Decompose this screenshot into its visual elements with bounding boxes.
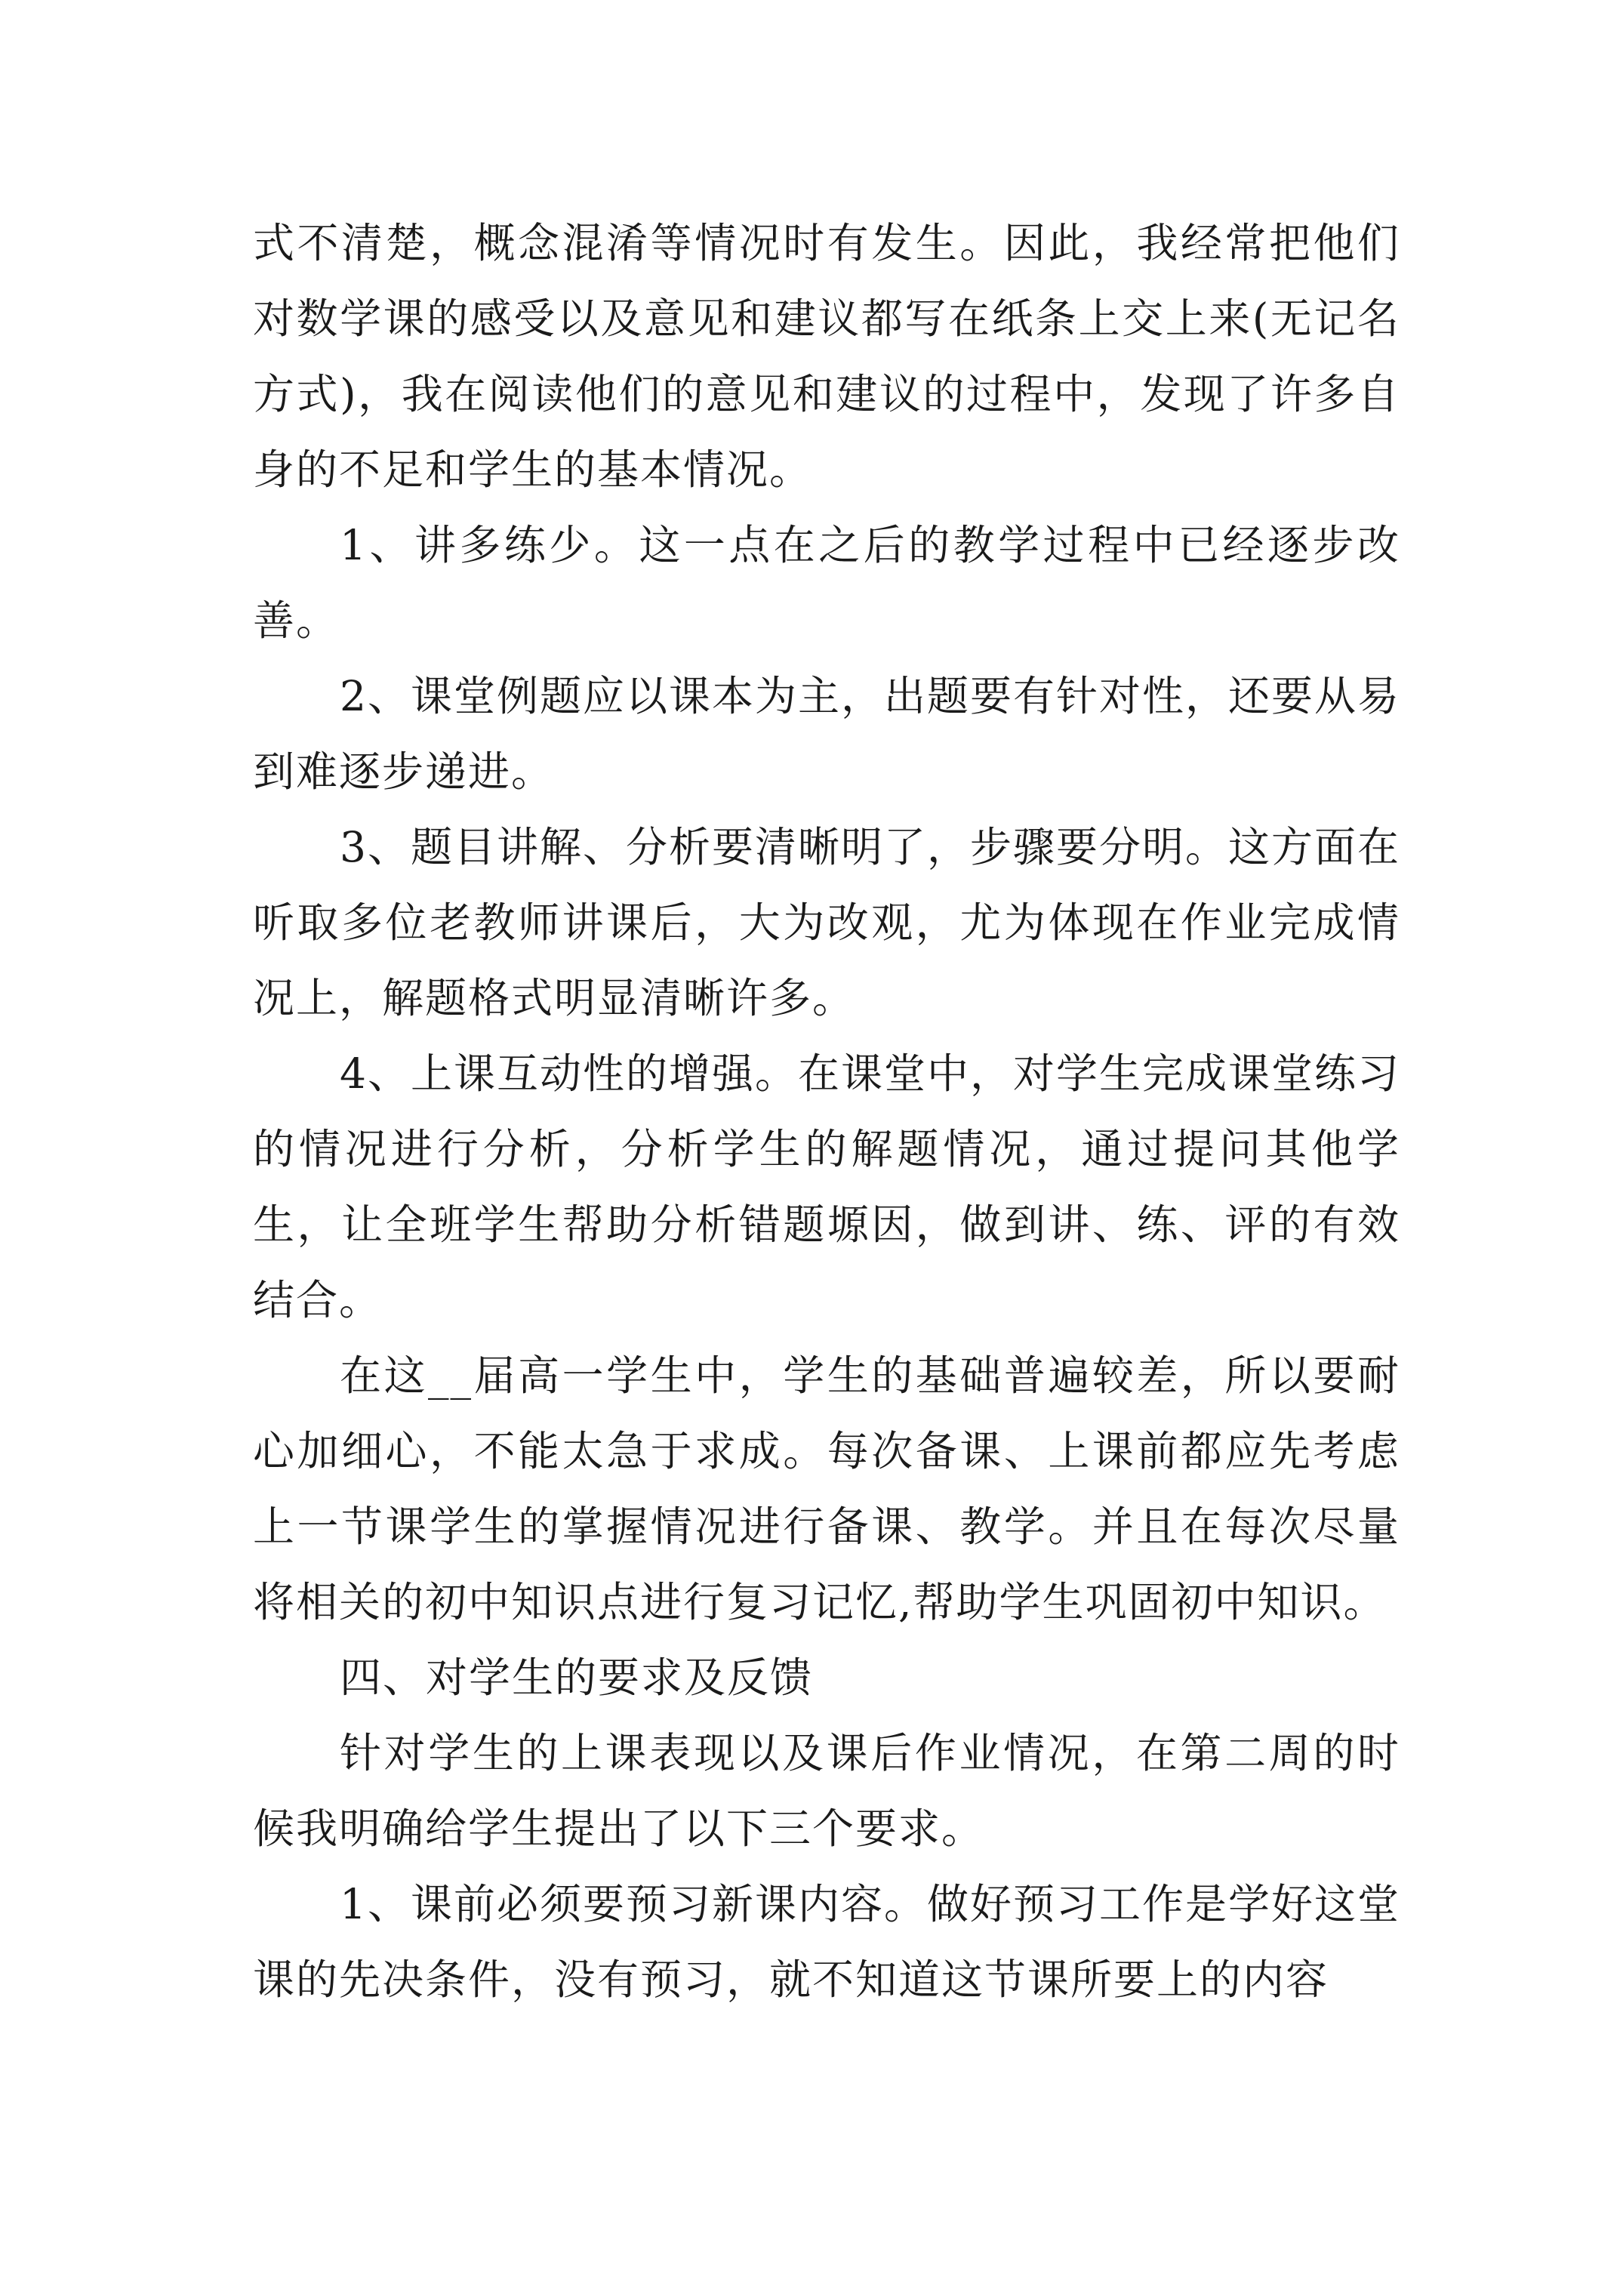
paragraph: 4、上课互动性的增强。在课堂中，对学生完成课堂练习的情况进行分析，分析学生的解题情况，通过提问其他学生，让全班学生帮助分析错题塬因，做到讲、练、评的有效结合。 xyxy=(253,1049,1400,1324)
paragraph: 3、题目讲解、分析要清晰明了，步骤要分明。这方面在听取多位老教师讲课后，大为改观，尤为体现在作业完成情况上，解题格式明显清晰许多。 xyxy=(253,823,1400,1022)
paragraph: 1、课前必须要预习新课内容。做好预习工作是学好这堂课的先决条件，没有预习，就不知道这节课所要上的内容 xyxy=(253,1880,1400,2004)
paragraph: 针对学生的上课表现以及课后作业情况，在第二周的时候我明确给学生提出了以下三个要求。 xyxy=(253,1729,1400,1853)
document-body xyxy=(253,205,1400,2017)
paragraph: 在这__届高一学生中，学生的基础普遍较差，所以要耐心加细心，不能太急于求成。每次备课、上课前都应先考虑上一节课学生的掌握情况进行备课、教学。并且在每次尽量将相关的初中知识点进行复习记忆,帮助学生巩固初中知识。 xyxy=(253,1351,1400,1626)
paragraph: 1、讲多练少。这一点在之后的教学过程中已经逐步改善。 xyxy=(253,521,1400,645)
section-heading: 四、对学生的要求及反馈 xyxy=(340,1653,814,1702)
paragraph: 式不清楚，概念混淆等情况时有发生。因此，我经常把他们对数学课的感受以及意见和建议都写在纸条上交上来(无记名方式)，我在阅读他们的意见和建议的过程中，发现了许多自身的不足和学生的基本情况。 xyxy=(253,219,1400,494)
paragraph: 2、课堂例题应以课本为主，出题要有针对性，还要从易到难逐步递进。 xyxy=(253,672,1400,796)
